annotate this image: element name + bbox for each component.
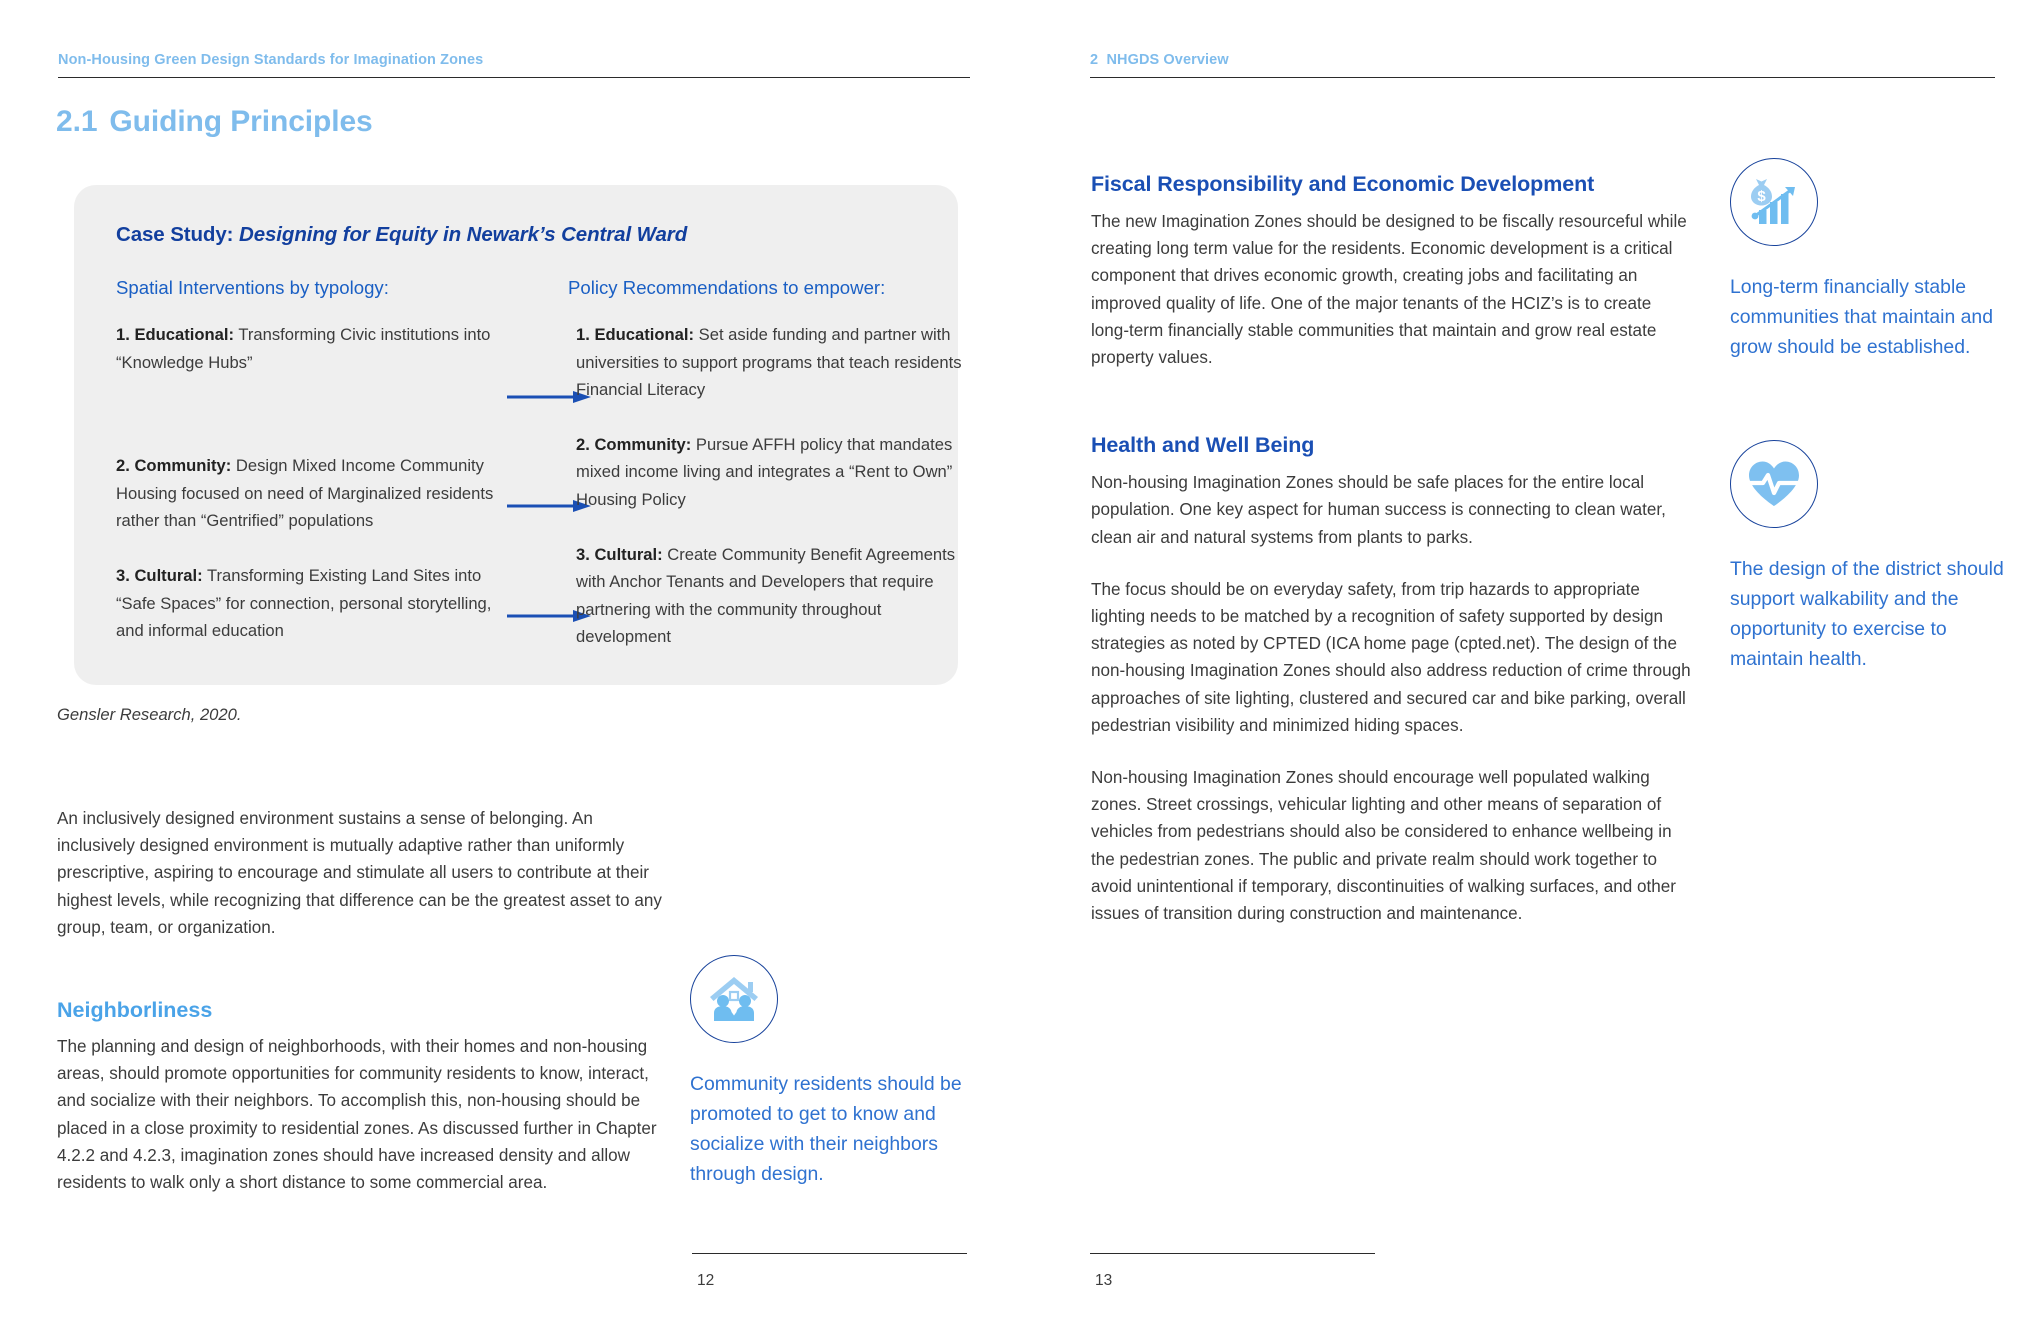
fiscal-responsibility-block — [1091, 172, 1691, 371]
svg-text:$: $ — [1757, 188, 1766, 205]
policy-item-2-label: 2. Community: — [576, 434, 692, 454]
page-right — [1020, 0, 2040, 1320]
left-running-header — [58, 52, 970, 78]
left-footer-rule — [692, 1253, 967, 1254]
side-item-health — [1730, 440, 2020, 674]
side-item-fiscal-text: Long-term financially stable communities that maintain and grow should be established. — [1730, 276, 1993, 358]
case-study-label: Case Study: — [116, 223, 234, 246]
spatial-item-3 — [116, 562, 498, 645]
right-header-chapter-number: 2 — [1090, 52, 1099, 68]
policy-item-3 — [576, 541, 963, 651]
neighborliness-heading: Neighborliness — [57, 998, 213, 1022]
side-item-health-text: The design of the district should support walkability and the opportunity to exercise to maintain health. — [1730, 558, 2004, 670]
neighborliness-block — [57, 998, 672, 1196]
policy-recommendations-heading: Policy Recommendations to empower: — [568, 277, 886, 298]
spatial-item-3-label: 3. Cultural: — [116, 565, 203, 585]
house-handshake-icon — [690, 955, 778, 1043]
policy-item-1-label: 1. Educational: — [576, 325, 695, 344]
section-title: Guiding Principles — [109, 105, 373, 138]
policy-item-1-text: Set aside funding and partner with universities to support programs that teach residents Financial Literacy — [576, 325, 962, 400]
left-pull-quote-text: Community residents should be promoted to get to know and socialize with their neighbors through design. — [690, 1073, 962, 1185]
spatial-interventions-heading: Spatial Interventions by typology: — [116, 277, 389, 298]
policy-item-3-text: Create Community Benefit Agreements with Anchor Tenants and Developers that require partnering with the community throughout development — [576, 544, 956, 647]
figure-source: Gensler Research, 2020. — [57, 705, 242, 724]
policy-item-3-label: 3. Cultural: — [576, 544, 663, 564]
case-study-name: Designing for Equity in Newark’s Central Ward — [239, 223, 688, 246]
spatial-item-2-label: 2. Community: — [116, 456, 232, 476]
right-side-column — [1730, 158, 2020, 674]
case-study-left-column — [116, 277, 498, 645]
spatial-item-1-label: 1. Educational: — [116, 325, 235, 344]
health-wellbeing-heading: Health and Well Being — [1091, 433, 1315, 458]
left-pull-quote — [690, 955, 965, 1189]
policy-item-2 — [576, 431, 963, 514]
heart-pulse-icon — [1730, 440, 1818, 528]
left-running-header-text: Non-Housing Green Design Standards for Imagination Zones — [58, 52, 484, 68]
page-title — [56, 105, 373, 139]
policy-item-1 — [576, 321, 963, 404]
right-running-header — [1090, 52, 1995, 78]
neighborliness-paragraph: The planning and design of neighborhoods, with their homes and non-housing areas, should promote opportunities for community residents to know, interact, and socialize with their neighbors. To accomplish this, non-housing should be placed in a close proximity to residential zones. As discussed further in Chapter 4.2.2 and 4.2.3, imagination zones should have increased density and allow residents to walk only a short distance to some commercial area. — [57, 1037, 657, 1193]
health-wellbeing-paragraph-3: Non-housing Imagination Zones should encourage well populated walking zones. Street crossings, vehicular lighting and other means of separation of vehicles from pedestrians should also be considered to enhance wellbeing in the pedestrian zones. The public and private realm should work together to avoid unintentional if temporary, discontinuities of walking surfaces, and other issues of transition during construction and maintenance. — [1091, 768, 1676, 924]
right-header-rule — [1090, 77, 1995, 78]
left-intro-paragraph: An inclusively designed environment sustains a sense of belonging. An inclusively designed environment is mutually adaptive rather than uniformly prescriptive, aspiring to encourage and stimulate all users to contribute at their highest levels, while recognizing that difference can be the greatest asset to any group, team, or organization. — [57, 809, 662, 937]
left-page-number: 12 — [697, 1272, 715, 1289]
spatial-item-2 — [116, 452, 498, 535]
health-wellbeing-paragraph-1: Non-housing Imagination Zones should be safe places for the entire local population. One key aspect for human success is connecting to clean water, clean air and natural systems from plants to parks. — [1091, 473, 1666, 547]
health-wellbeing-paragraph-2: The focus should be on everyday safety, from trip hazards to appropriate lighting needs to be matched by a recognition of safety supported by design strategies as noted by CPTED (ICA home page (cpted.net). The design of the non-housing Imagination Zones should also address reduction of crime through approaches of site lighting, clustered and secured car and bike parking, overall pedestrian visibility and minimized hiding spaces. — [1091, 579, 1691, 735]
left-header-rule — [58, 77, 970, 78]
case-study-card — [74, 185, 962, 685]
left-intro-paragraph-block — [57, 805, 667, 941]
spatial-item-1 — [116, 321, 498, 376]
fiscal-responsibility-heading: Fiscal Responsibility and Economic Development — [1091, 172, 1595, 196]
side-item-fiscal — [1730, 158, 2020, 362]
case-study-right-column — [568, 277, 963, 651]
money-growth-icon — [1730, 158, 1818, 246]
policy-item-2-text: Pursue AFFH policy that mandates mixed income living and integrates a “Rent to Own” Housing Policy — [576, 434, 953, 509]
fiscal-responsibility-paragraph-1: The new Imagination Zones should be designed to be fiscally resourceful while creating long term value for the residents. Economic development is a critical component that drives economic growth, creating jobs and facilitating an improved quality of life. One of the major tenants of the HCIZ’s is to create long-term financially stable communities that maintain and grow real estate property values. — [1091, 212, 1687, 368]
spatial-item-2-text: Design Mixed Income Community Housing focused on need of Marginalized residents rather than “Gentrified” populations — [116, 456, 494, 531]
right-footer-rule — [1090, 1253, 1375, 1254]
spatial-item-1-text: Transforming Civic institutions into “Knowledge Hubs” — [116, 325, 491, 372]
right-page-number: 13 — [1095, 1272, 1113, 1289]
right-header-chapter-title: NHGDS Overview — [1106, 52, 1229, 68]
right-running-header-text — [1090, 52, 1995, 68]
case-study-title — [116, 223, 916, 247]
right-main-column — [1091, 172, 1691, 944]
section-number: 2.1 — [56, 105, 98, 138]
health-wellbeing-block — [1091, 433, 1691, 927]
spatial-item-3-text: Transforming Existing Land Sites into “Safe Spaces” for connection, personal storytelling, and informal education — [116, 565, 492, 641]
